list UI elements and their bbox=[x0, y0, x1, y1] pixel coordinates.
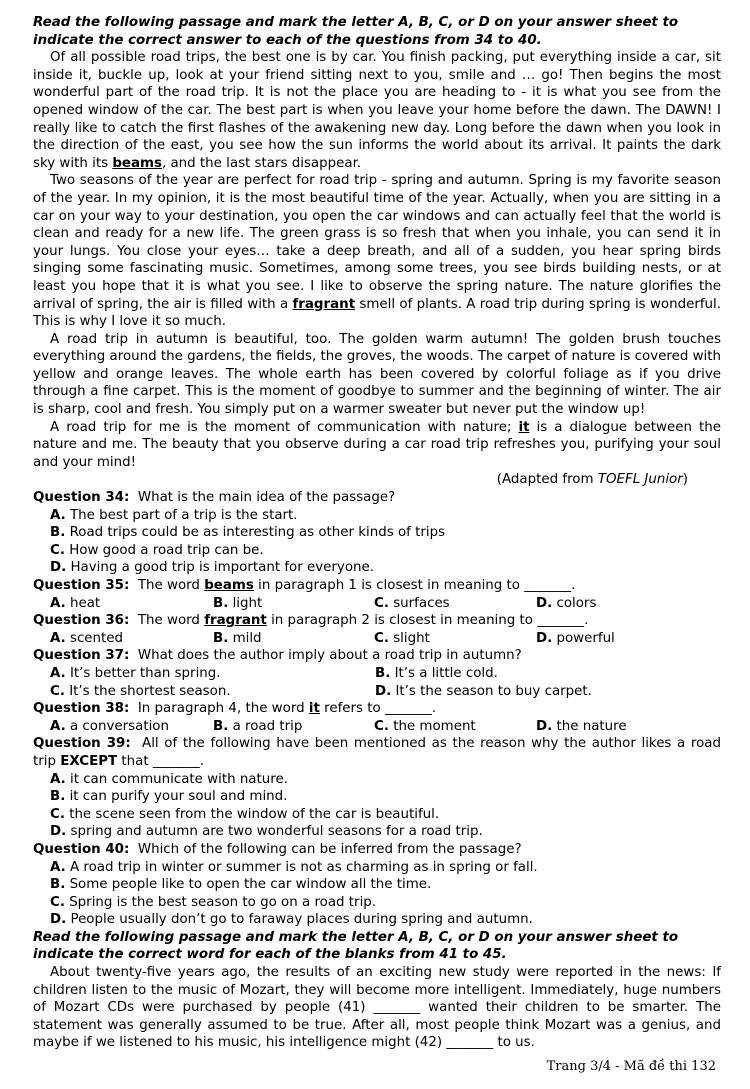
options-35 bbox=[33, 595, 721, 613]
question-35: Question 35: The word beams in paragraph 1 is closest in meaning to _______. bbox=[33, 578, 576, 593]
question-38: Question 38: In paragraph 4, the word it refers to _______. bbox=[33, 701, 437, 717]
option-40-a[interactable]: A. A road trip in winter or summer is not as charming as in spring or fall. bbox=[50, 859, 538, 875]
question-39: Question 39: All of the following have been mentioned as the reason why the author likes a road trip EXCEPT that _______. bbox=[33, 736, 722, 769]
keyword-beams: beams bbox=[112, 155, 162, 171]
option-40-d[interactable]: D. People usually don’t go to faraway places during spring and autumn. bbox=[50, 912, 533, 928]
passage-paragraph-3: A road trip in autumn is beautiful, too. The golden warm autumn! The golden brush touches everything around the gardens, the fields, the groves, the woods. The carpet of nature is covered with yellow and orange leaves. The whole earth has been covered by colorful foliage as if you drive through a fine carpet. This is the moment of goodbye to summer and the beginning of winter. The air is sharp, cool and fresh. You simply put on a warmer sweater but never put the window up! bbox=[33, 331, 721, 418]
question-34: Question 34: What is the main idea of the passage? bbox=[33, 490, 396, 506]
page-footer: Trang 3/4 - Mã đề thi 132 bbox=[546, 1059, 716, 1074]
question-label: Question 34: bbox=[33, 490, 130, 506]
option-38-b[interactable]: B. a road trip bbox=[213, 718, 303, 734]
option-34-a[interactable]: A. The best part of a trip is the start. bbox=[50, 507, 298, 523]
option-35-a[interactable]: A. heat bbox=[50, 595, 101, 611]
passage-source: (Adapted from TOEFL Junior) bbox=[496, 472, 688, 488]
passage-paragraph-2: Two seasons of the year are perfect for road trip - spring and autumn. Spring is my favorite season of the year. In my opinion, it is the most beautiful time of the year. Actually, when you are sitting in a car on your way to your destination, you open the car windows and can actually feel that the world is clean and ready for a new life. The green grass is so fresh that when you inhale, you can send it in your lungs. You close your eyes… take a deep breath, and all of a sudden, you hear spring birds singing some fascinating music. Sometimes, among some trees, you see birds building nests, or at least you hope that it is what you see. I like to observe the spring nature. The nature glorifies the arrival of spring, the air is filled with a fragrant smell of plants. A road trip during spring is wonderful. This is why I love it so much. bbox=[33, 173, 722, 330]
option-34-d[interactable]: D. Having a good trip is important for everyone. bbox=[50, 560, 375, 576]
option-40-c[interactable]: C. Spring is the best season to go on a road trip. bbox=[50, 894, 377, 910]
instruction-range: 34 to 40. bbox=[474, 32, 542, 48]
option-38-c[interactable]: C. the moment bbox=[374, 718, 476, 734]
instruction-text: Read the following passage and mark the letter A, B, C, or D on your answer sheet to indicate the correct answer to each of the questions from bbox=[33, 15, 679, 48]
option-36-d[interactable]: D. powerful bbox=[536, 630, 615, 646]
passage-2-paragraph-1: About twenty-five years ago, the results of an exciting new study were reported in the news: If children listen to the music of Mozart, they will become more intelligent. Immediately, huge numbers of Mozart CDs were purchased by people (41) _______ wanted their children to be smarter. The statement was generally assumed to be true. After all, most people think Mozart was a genius, and maybe if we listened to his music, his intelligence might (42) _______ to us. bbox=[33, 965, 721, 1051]
option-38-a[interactable]: A. a conversation bbox=[50, 718, 169, 734]
option-37-a[interactable]: A. It’s better than spring. bbox=[50, 665, 221, 681]
section-1-instruction bbox=[33, 14, 721, 49]
option-36-b[interactable]: B. mild bbox=[213, 630, 262, 646]
passage-paragraph-4: A road trip for me is the moment of communication with nature; it is a dialogue between the nature and me. The beauty that you observe during a car road trip refreshes you, purifying your soul and your mind! bbox=[33, 419, 721, 470]
keyword-it: it bbox=[518, 419, 530, 435]
options-36 bbox=[33, 630, 721, 648]
option-39-d[interactable]: D. spring and autumn are two wonderful seasons for a road trip. bbox=[50, 824, 483, 840]
option-37-c[interactable]: C. It’s the shortest season. bbox=[50, 683, 231, 699]
options-38 bbox=[33, 718, 721, 736]
option-39-b[interactable]: B. it can purify your soul and mind. bbox=[50, 789, 288, 805]
option-37-d[interactable]: D. It’s the season to buy carpet. bbox=[375, 683, 592, 699]
question-37: Question 37: What does the author imply about a road trip in autumn? bbox=[33, 648, 522, 664]
keyword-fragrant: fragrant bbox=[292, 296, 356, 312]
option-36-a[interactable]: A. scented bbox=[50, 630, 124, 646]
question-40: Question 40: Which of the following can be inferred from the passage? bbox=[33, 841, 522, 857]
option-39-a[interactable]: A. it can communicate with nature. bbox=[50, 771, 288, 787]
section-2-instruction: Read the following passage and mark the letter A, B, C, or D on your answer sheet to indicate the correct word for each of the blanks from 41 to 45. bbox=[33, 929, 679, 963]
option-35-c[interactable]: C. surfaces bbox=[374, 595, 450, 611]
option-35-d[interactable]: D. colors bbox=[536, 595, 597, 611]
option-35-b[interactable]: B. light bbox=[213, 595, 263, 611]
option-36-c[interactable]: C. slight bbox=[374, 630, 430, 646]
option-38-d[interactable]: D. the nature bbox=[536, 718, 627, 734]
option-40-b[interactable]: B. Some people like to open the car window all the time. bbox=[50, 877, 432, 893]
option-34-c[interactable]: C. How good a road trip can be. bbox=[50, 542, 264, 558]
option-39-c[interactable]: C. the scene seen from the window of the car is beautiful. bbox=[50, 806, 440, 822]
options-37-row-2 bbox=[33, 683, 721, 701]
option-34-b[interactable]: B. Road trips could be as interesting as other kinds of trips bbox=[50, 525, 446, 541]
exam-page bbox=[33, 14, 721, 1052]
passage-paragraph-1: Of all possible road trips, the best one is by car. You finish packing, put everything inside a car, sit inside it, buckle up, look at your friend sitting next to you, smile and … go! Then begins the most wonderful part of the road trip. It is not the place you are heading to - it is what you see from the opened window of the car. The best part is when you leave your home before the dawn. The DAWN! I really like to catch the first flashes of the awakening new day. Long before the dawn when you look in the direction of the east, you see how the sun informs the world about its arrival. It paints the dark sky with its beams, and the last stars disappear. bbox=[33, 50, 721, 171]
options-37-row-1 bbox=[33, 665, 721, 683]
question-36: Question 36: The word fragrant in paragraph 2 is closest in meaning to _______. bbox=[33, 613, 589, 629]
option-37-b[interactable]: B. It’s a little cold. bbox=[375, 665, 498, 681]
